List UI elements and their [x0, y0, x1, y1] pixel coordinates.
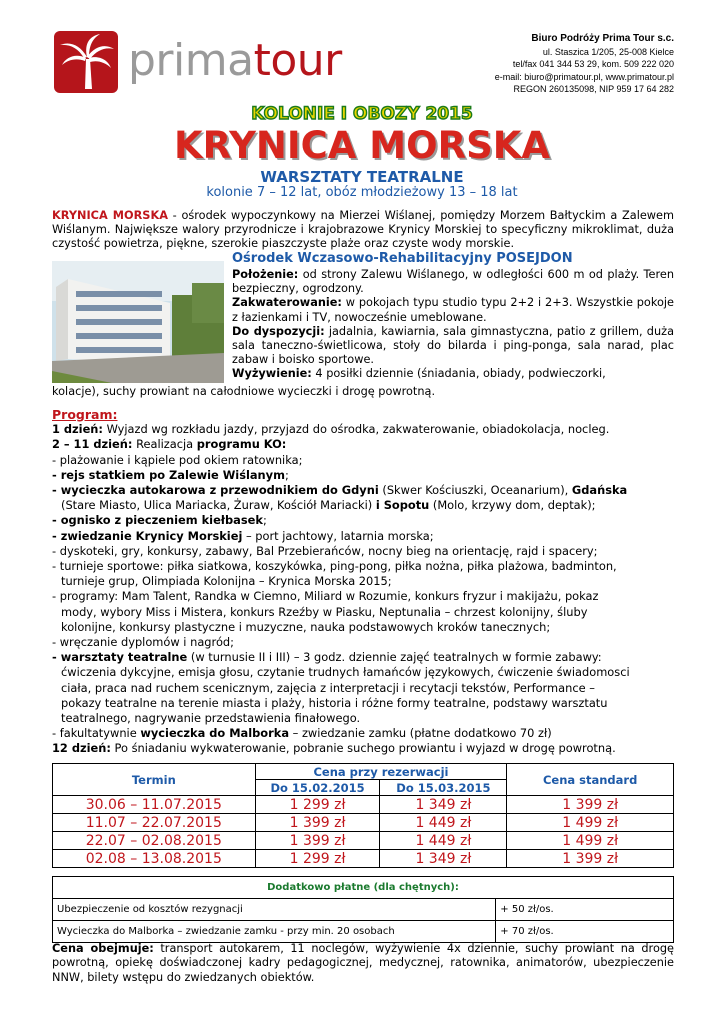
- program-item: teatralnego, nagrywanie przedstawienia finałowego.: [61, 711, 361, 726]
- program-days-2-11: 2 – 11 dzień: Realizacja programu KO:: [52, 437, 287, 452]
- program-item: pokazy teatralne na terenie miasta i plaży, historia i różne formy teatralne, podstawy warsztatu: [61, 695, 608, 710]
- program-item: - fakultatywnie wycieczka do Malborka – zwiedzanie zamku (płatne dodatkowo 70 zł): [52, 726, 552, 741]
- price-table-header: [53, 764, 674, 780]
- agency-phone: tel/fax 041 344 53 29, kom. 509 222 020: [512, 59, 674, 69]
- program-section: [52, 407, 674, 757]
- program-item: kolonijne, konkursy plastyczne i muzyczne, nauka podstawowych kroków tanecznych;: [61, 619, 551, 634]
- program-item: - zwiedzanie Krynicy Morskiej – port jachtowy, latarnia morska;: [52, 528, 434, 543]
- table-row: Wycieczka do Malborka – zwiedzanie zamku - przy min. 20 osobach + 70 zł/os.: [53, 921, 674, 943]
- extras-heading: Dodatkowo płatne (dla chętnych):: [53, 877, 674, 899]
- agency-address: ul. Staszica 1/205, 25-008 Kielce: [542, 46, 674, 57]
- intro-paragraph: KRYNICA MORSKA - ośrodek wypoczynkowy na Mierzei Wiślanej, pomiędzy Morzem Bałtyckim a Zalewem Wiślanym. Największe walory przyrodnicze i krajobrazowe Krynicy Morskiej to specyficzny mikroklimat, duża czystość powietrza, piękne, szerokie piaszczyste plaże oraz czyste wody morskie.: [52, 209, 674, 251]
- col-by-date-1: Do 15.02.2015: [255, 780, 380, 796]
- agency-name: Biuro Podróży Prima Tour s.c.: [531, 33, 674, 44]
- table-row: 02.08 – 13.08.2015 1 299 zł 1 349 zł 1 399 zł: [53, 850, 674, 868]
- extras-table: [52, 876, 674, 943]
- agency-contact: [495, 33, 674, 96]
- program-item: mody, wybory Miss i Mistera, konkurs Rzeźby w Piasku, Neptunalia – chrzest kolonijny, śluby: [61, 604, 588, 619]
- program-item: - dyskoteki, gry, konkursy, zabawy, Bal Przebierańców, nocny bieg na orientację, rajd i spacery;: [52, 543, 598, 558]
- workshop-heading: WARSZTATY TEATRALNE: [260, 168, 464, 186]
- resort-description: Położenie: od strony Zalewu Wiślanego, w odległości 600 m od plaży. Teren bezpieczny, ogrodzony. Zakwaterowanie: w pokojach typu studio typu 2+2 i 2+3. Wszystkie pokoje z łazienkami i TV, nowocześnie umeblowane. Do dyspozycji: jadalnia, kawiarnia, sala gimnastyczna, patio z grillem, duża sala taneczno-świetlicowa, stoły do bilarda i ping-ponga, sala narad, plac zabaw i boisko sportowe. Wyżywienie: 4 posiłki dziennie (śniadania, obiady, podwieczorki,: [232, 268, 674, 381]
- agency-regon: REGON 260135098, NIP 959 17 64 282: [513, 84, 674, 94]
- program-item: turnieje grup, Olimpiada Kolonijna – Krynica Morska 2015;: [61, 574, 392, 589]
- program-item: ćwiczenia dykcyjne, emisja głosu, czytanie trudnych łamańców językowych, ćwiczenie świadomosci: [61, 665, 630, 680]
- price-includes: Cena obejmuje: transport autokarem, 11 noclegów, wyżywienie 4x dziennie, suchy prowiant na drogę powrotną, opiekę doświadczonej kadry pedagogicznej, medycznej, ratownika, animatorów, ubezpieczenie NNW, bilety wstępu do zwiedzanych obiektów.: [52, 942, 674, 984]
- program-day1: 1 dzień: Wyjazd wg rozkładu jazdy, przyjazd do ośrodka, zakwaterowanie, obiadokolacja, nocleg.: [52, 422, 610, 437]
- table-row: 22.07 – 02.08.2015 1 399 zł 1 449 zł 1 499 zł: [53, 832, 674, 850]
- col-reservation: Cena przy rezerwacji: [255, 764, 507, 780]
- price-table: [52, 763, 674, 868]
- program-item: - wręczanie dyplomów i nagród;: [52, 635, 234, 650]
- program-item: (Stare Miasto, Ulica Mariacka, Żuraw, Kościół Mariacki) i Sopotu (Molo, krzywy dom, deptak);: [61, 498, 596, 513]
- program-item: - ognisko z pieczeniem kiełbasek;: [52, 513, 267, 528]
- table-row: 30.06 – 11.07.2015 1 299 zł 1 349 zł 1 399 zł: [53, 796, 674, 814]
- program-day12: 12 dzień: Po śniadaniu wykwaterowanie, pobranie suchego prowiantu i wyjazd w drogę powrotną.: [52, 741, 616, 756]
- program-heading: Program:: [52, 407, 118, 422]
- col-by-date-2: Do 15.03.2015: [380, 780, 507, 796]
- brand-wordmark: primatour: [128, 35, 342, 86]
- resort-title: Ośrodek Wczasowo-Rehabilitacyjny POSEJDON: [232, 251, 573, 266]
- program-item: ciała, praca nad ruchem scenicznym, zajęcia z interpretacji i recytacji tekstów, Performance –: [61, 680, 595, 695]
- col-term: Termin: [53, 764, 256, 796]
- palm-tree-icon: [54, 31, 118, 93]
- page-title: KRYNICA MORSKA: [173, 124, 551, 167]
- table-row: 11.07 – 22.07.2015 1 399 zł 1 449 zł 1 499 zł: [53, 814, 674, 832]
- resort-food-continued: kolacje), suchy prowiant na całodniowe wycieczki i drogę powrotną.: [52, 385, 436, 398]
- age-groups: kolonie 7 – 12 lat, obóz młodzieżowy 13 – 18 lat: [206, 185, 518, 200]
- agency-email: e-mail: biuro@primatour.pl, www.primatour.pl: [494, 71, 674, 82]
- program-item: - rejs statkiem po Zalewie Wiślanym;: [52, 467, 289, 482]
- primatour-logo: [54, 31, 342, 93]
- program-item: - plażowanie i kąpiele pod okiem ratownika;: [52, 452, 303, 467]
- program-item: - turnieje sportowe: piłka siatkowa, koszykówka, ping-pong, piłka nożna, piłka plażowa, badminton,: [52, 559, 617, 574]
- table-row: Ubezpieczenie od kosztów rezygnacji + 50 zł/os.: [53, 899, 674, 921]
- col-standard: Cena standard: [507, 764, 674, 796]
- resort-photo: [52, 261, 224, 383]
- program-item: - warsztaty teatralne (w turnusie II i III) – 3 godz. dziennie zajęć teatralnych w formie zabawy:: [52, 650, 602, 665]
- page-subtitle: KOLONIE I OBOZY 2015: [251, 104, 473, 124]
- program-item: - wycieczka autokarowa z przewodnikiem do Gdyni (Skwer Kościuszki, Oceanarium), Gdańska: [52, 483, 628, 498]
- program-item: - programy: Mam Talent, Randka w Ciemno, Miliard w Rozumie, konkurs fryzur i makijażu, pokaz: [52, 589, 599, 604]
